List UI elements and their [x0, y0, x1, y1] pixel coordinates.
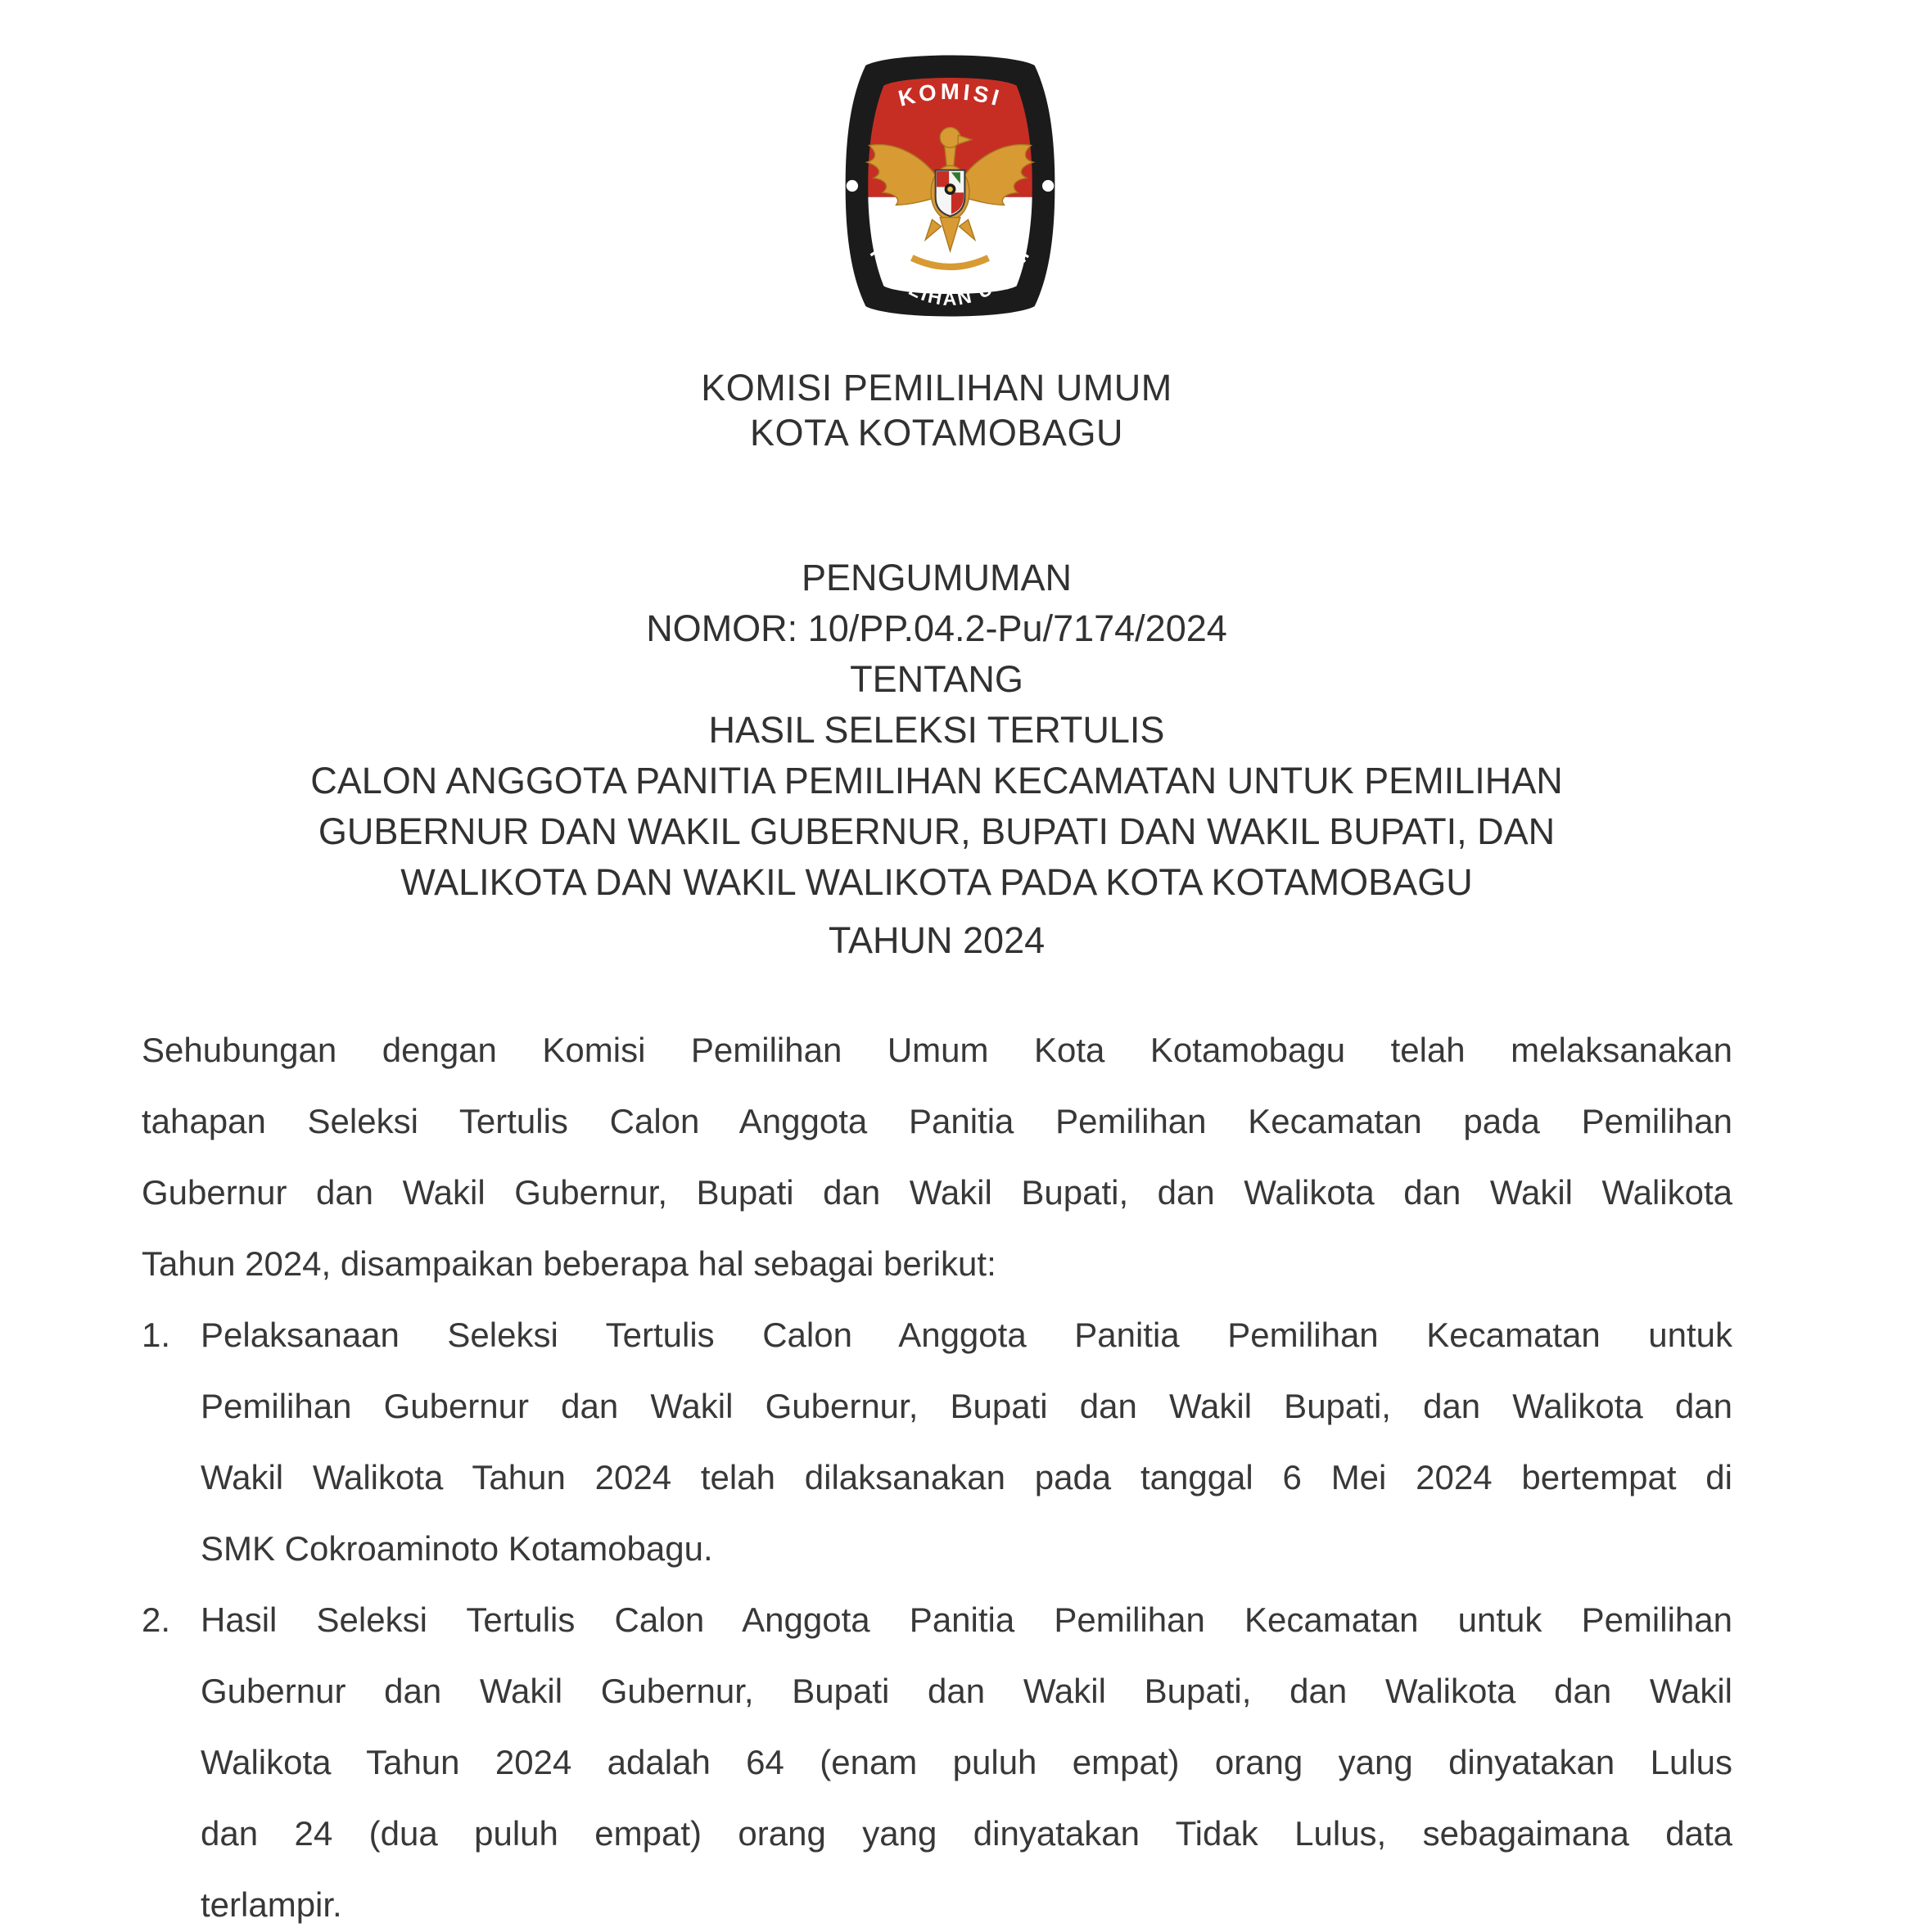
logo-top-text: KOMISI — [896, 79, 1005, 111]
body-line: Pemilihan Gubernur dan Wakil Gubernur, Bupati dan Wakil Bupati, dan Walikota dan — [201, 1387, 1732, 1425]
title-line: PENGUMUMAN — [801, 557, 1072, 598]
title-line: CALON ANGGOTA PANITIA PEMILIHAN KECAMATAN UNTUK PEMILIHAN — [310, 760, 1563, 801]
body-line: terlampir. — [201, 1885, 342, 1924]
title-line: WALIKOTA DAN WAKIL WALIKOTA PADA KOTA KOTAMOBAGU — [400, 861, 1473, 903]
body-line: 2. Hasil Seleksi Tertulis Calon Anggota Panitia Pemilihan Kecamatan untuk Pemilihan — [142, 1584, 1732, 1655]
title-line: TAHUN 2024 — [828, 919, 1046, 961]
body-line: Sehubungan dengan Komisi Pemilihan Umum Kota Kotamobagu telah melaksanakan — [142, 1031, 1732, 1069]
title-line: NOMOR: 10/PP.04.2-Pu/7174/2024 — [646, 607, 1227, 649]
body-line: Tahun 2024, disampaikan beberapa hal sebagai berikut: — [142, 1244, 996, 1283]
logo-bottom-text: PEMILIHAN UMUM — [865, 243, 1035, 309]
title-line: HASIL SELEKSI TERTULIS — [708, 709, 1165, 751]
agency-header-line: KOTA KOTAMOBAGU — [750, 412, 1123, 454]
body-line: Gubernur dan Wakil Gubernur, Bupati dan Wakil Bupati, dan Walikota dan Wakil — [201, 1672, 1732, 1710]
announcement-title — [49, 553, 1824, 966]
body-line: tahapan Seleksi Tertulis Calon Anggota Panitia Pemilihan Kecamatan pada Pemilihan — [142, 1102, 1732, 1140]
agency-header-line: KOMISI PEMILIHAN UMUM — [701, 367, 1172, 409]
logo-left-dot — [847, 180, 858, 192]
body-line: 1. Pelaksanaan Seleksi Tertulis Calon Anggota Panitia Pemilihan Kecamatan untuk — [142, 1299, 1732, 1370]
body-line: dan 24 (dua puluh empat) orang yang dinyatakan Tidak Lulus, sebagaimana data — [201, 1814, 1732, 1853]
announcement-body — [142, 1014, 1732, 1932]
body-line: SMK Cokroaminoto Kotamobagu. — [201, 1529, 713, 1568]
body-line: Walikota Tahun 2024 adalah 64 (enam puluh empat) orang yang dinyatakan Lulus — [201, 1743, 1732, 1781]
list-number: 2. — [142, 1600, 171, 1639]
body-line: Gubernur dan Wakil Gubernur, Bupati dan Wakil Bupati, dan Walikota dan Wakil Walikota — [142, 1173, 1732, 1212]
agency-header — [49, 365, 1824, 455]
title-line: GUBERNUR DAN WAKIL GUBERNUR, BUPATI DAN WAKIL BUPATI, DAN — [318, 810, 1556, 852]
body-line: Wakil Walikota Tahun 2024 telah dilaksanakan pada tanggal 6 Mei 2024 bertempat di — [201, 1458, 1732, 1496]
logo-right-dot — [1042, 180, 1054, 192]
list-number: 1. — [142, 1316, 171, 1354]
pancasila-shield-icon — [936, 170, 965, 216]
title-line: TENTANG — [850, 658, 1023, 700]
kpu-logo-icon — [838, 49, 1063, 323]
